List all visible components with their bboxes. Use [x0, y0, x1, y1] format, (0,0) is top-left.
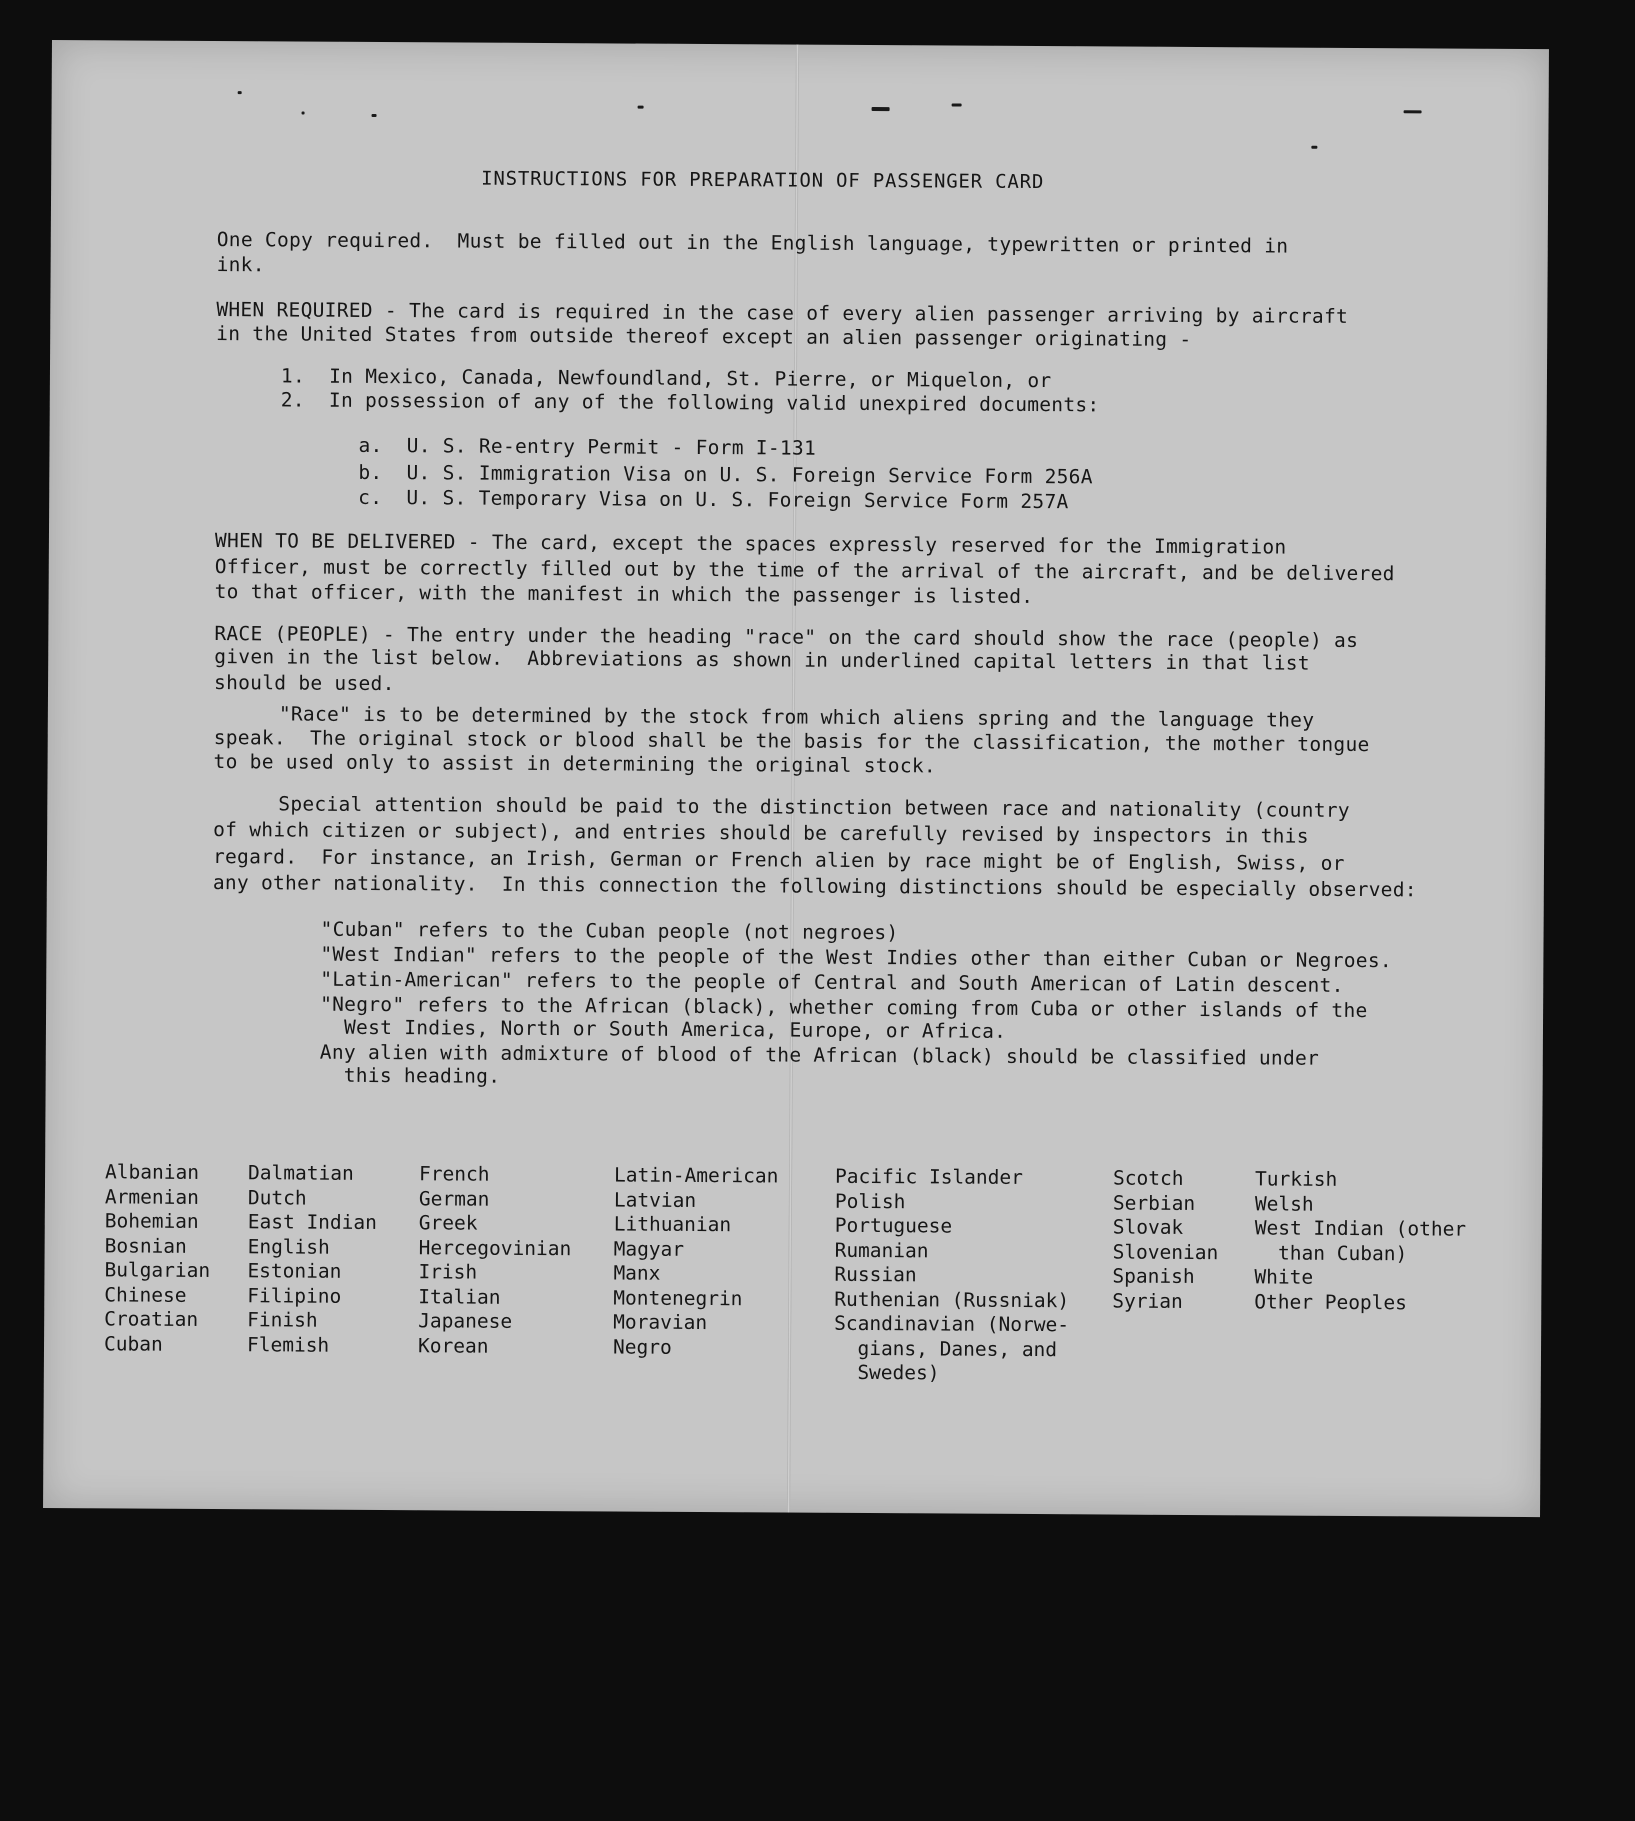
- race-list-item: Turkish: [1254, 1167, 1338, 1191]
- race-list-item: Greek: [418, 1211, 478, 1235]
- race-list-item: German: [418, 1186, 490, 1211]
- race-list-item: Negro: [612, 1334, 672, 1359]
- distinction-latin-american: "Latin-American" refers to the people of Central and South American of Latin descent.: [320, 967, 1344, 997]
- intro-line-2: ink.: [216, 253, 265, 277]
- race-list-item: Bohemian: [104, 1209, 199, 1233]
- race-list-item: Ruthenian (Russniak): [834, 1287, 1070, 1312]
- race-list-item: Montenegrin: [613, 1285, 743, 1310]
- race-list-item: Rumanian: [834, 1238, 929, 1262]
- page-fold: [787, 45, 799, 1513]
- race-list-column-5: [834, 1165, 1070, 1387]
- speck-mark: [638, 106, 644, 109]
- special-attention-line-4: any other nationality. In this connection the following distinctions should be especially observed:: [212, 870, 1417, 902]
- race-list-item: Filipino: [247, 1283, 342, 1308]
- race-list-item: Swedes): [833, 1360, 940, 1385]
- race-list-item: White: [1254, 1265, 1314, 1289]
- document-page: [43, 40, 1549, 1517]
- race-list-item: Moravian: [613, 1310, 708, 1335]
- special-attention-line-2: of which citizen or subject), and entries should be carefully revised by inspectors in this: [213, 817, 1309, 848]
- race-list-item: Portuguese: [834, 1213, 953, 1238]
- special-attention-line-1: Special attention should be paid to the distinction between race and nationality (country: [278, 792, 1350, 822]
- race-line-3: should be used.: [214, 671, 395, 696]
- race-list-item: Magyar: [613, 1236, 685, 1261]
- race-list-item: English: [247, 1234, 330, 1259]
- speck-mark: [302, 112, 305, 115]
- race-list-item: Pacific Islander: [835, 1164, 1023, 1189]
- race-list-item: Finish: [247, 1308, 318, 1332]
- race-list-item: Dutch: [247, 1185, 307, 1210]
- race-list-item: Slovak: [1112, 1215, 1184, 1239]
- race-list-item: Manx: [613, 1261, 661, 1285]
- race-list-item: Flemish: [246, 1332, 330, 1357]
- race-list-item: Syrian: [1112, 1289, 1183, 1313]
- special-attention-line-3: regard. For instance, an Irish, German or French alien by race might be of English, Swiss, or: [212, 844, 1345, 875]
- speck-mark: [1311, 146, 1317, 149]
- race-list-item: Scotch: [1112, 1166, 1184, 1190]
- race-list-item: Latvian: [613, 1187, 697, 1212]
- race-list-column-3: [418, 1162, 572, 1359]
- when-delivered-line-3: to that officer, with the manifest in which the passenger is listed.: [214, 580, 1034, 609]
- race-list-item: Armenian: [104, 1184, 199, 1209]
- speck-mark: [952, 103, 962, 106]
- race-list-item: Latin-American: [614, 1163, 779, 1188]
- race-list-item: Welsh: [1254, 1191, 1314, 1216]
- race-note-line-2: speak. The original stock or blood shall be the basis for the classification, the mother tongue: [213, 726, 1370, 757]
- race-list-item: Polish: [834, 1189, 906, 1213]
- race-list-item: West Indian (other: [1254, 1216, 1467, 1241]
- race-list-item: Dalmatian: [248, 1161, 354, 1185]
- race-list-item: Korean: [417, 1333, 489, 1358]
- race-list-item: Albanian: [105, 1160, 200, 1184]
- race-list-item: Bosnian: [104, 1233, 187, 1258]
- race-line-2: given in the list below. Abbreviations as shown in underlined capital letters in that list: [214, 645, 1310, 675]
- race-list-item: Slovenian: [1112, 1240, 1219, 1264]
- intro-line-1: One Copy required. Must be filled out in the English language, typewritten or printed in: [216, 228, 1289, 258]
- when-required-line-2: in the United States from outside thereof except an alien passenger originating -: [216, 322, 1192, 351]
- exception-item-2: 2. In possession of any of the following valid unexpired documents:: [280, 388, 1100, 417]
- race-list-item: Spanish: [1112, 1264, 1195, 1289]
- race-list-item: Irish: [418, 1260, 478, 1284]
- race-list-item: than Cuban): [1254, 1240, 1408, 1265]
- when-delivered-line-2: Officer, must be correctly filled out by the time of the arrival of the aircraft, and be delivered: [214, 555, 1395, 586]
- document-title: INSTRUCTIONS FOR PREPARATION OF PASSENGER CARD: [481, 167, 1045, 194]
- race-list-item: Russian: [834, 1262, 917, 1287]
- race-note-line-1: "Race" is to be determined by the stock from which aliens spring and the language they: [278, 702, 1315, 732]
- exception-item-1: 1. In Mexico, Canada, Newfoundland, St. Pierre, or Miquelon, or: [280, 364, 1052, 393]
- distinction-west-indian: "West Indian" refers to the people of the West Indies other than either Cuban or Negroes.: [320, 942, 1393, 973]
- distinction-negro-line-2: West Indies, North or South America, Europe, or Africa.: [319, 1015, 1007, 1043]
- race-list-item: Bulgarian: [104, 1258, 211, 1282]
- race-list-item: Other Peoples: [1254, 1289, 1408, 1314]
- race-list-column-4: [613, 1163, 779, 1360]
- race-list-item: gians, Danes, and: [833, 1336, 1058, 1361]
- race-list-item: East Indian: [247, 1210, 377, 1235]
- distinction-admixture-line-1: Any alien with admixture of blood of the African (black) should be classified under: [319, 1040, 1320, 1070]
- race-list-item: Croatian: [104, 1307, 199, 1331]
- race-list-column-2: [247, 1161, 377, 1358]
- distinction-admixture-line-2: this heading.: [319, 1063, 501, 1088]
- race-list-column-6: [1112, 1167, 1219, 1315]
- document-item-c: c. U. S. Temporary Visa on U. S. Foreign Service Form 257A: [358, 485, 1069, 514]
- distinction-cuban: "Cuban" refers to the Cuban people (not negroes): [320, 917, 899, 945]
- race-list-item: Serbian: [1112, 1191, 1196, 1215]
- speck-mark: [372, 114, 377, 117]
- speck-mark: [238, 91, 242, 94]
- race-list-item: Estonian: [247, 1259, 342, 1283]
- race-list-column-7: [1254, 1167, 1466, 1315]
- document-item-a: a. U. S. Re-entry Permit - Form I-131: [358, 433, 817, 460]
- distinction-negro-line-1: "Negro" refers to the African (black), whether coming from Cuba or other islands of the: [320, 992, 1368, 1023]
- speck-mark: [1404, 110, 1422, 113]
- race-note-line-3: to be used only to assist in determining the original stock.: [213, 750, 937, 778]
- race-list-item: Hercegovinian: [418, 1235, 572, 1260]
- race-list-item: Italian: [418, 1284, 501, 1309]
- race-line-1: RACE (PEOPLE) - The entry under the heading "race" on the card should show the race (people) as: [214, 622, 1359, 652]
- speck-mark: [872, 107, 890, 111]
- race-list-item: French: [419, 1162, 490, 1186]
- race-list-item: Chinese: [104, 1282, 187, 1307]
- race-list-item: Cuban: [103, 1331, 163, 1356]
- when-delivered-line-1: WHEN TO BE DELIVERED - The card, except the spaces expressly reserved for the Immigration: [214, 529, 1287, 559]
- race-list-item: Lithuanian: [613, 1212, 732, 1237]
- race-list-item: Japanese: [418, 1309, 513, 1333]
- race-list-column-1: [104, 1160, 211, 1357]
- when-required-line-1: WHEN REQUIRED - The card is required in the case of every alien passenger arriving by aircraft: [216, 298, 1349, 328]
- race-list-item: Scandinavian (Norwe-: [834, 1311, 1070, 1337]
- document-item-b: b. U. S. Immigration Visa on U. S. Foreign Service Form 256A: [358, 460, 1093, 489]
